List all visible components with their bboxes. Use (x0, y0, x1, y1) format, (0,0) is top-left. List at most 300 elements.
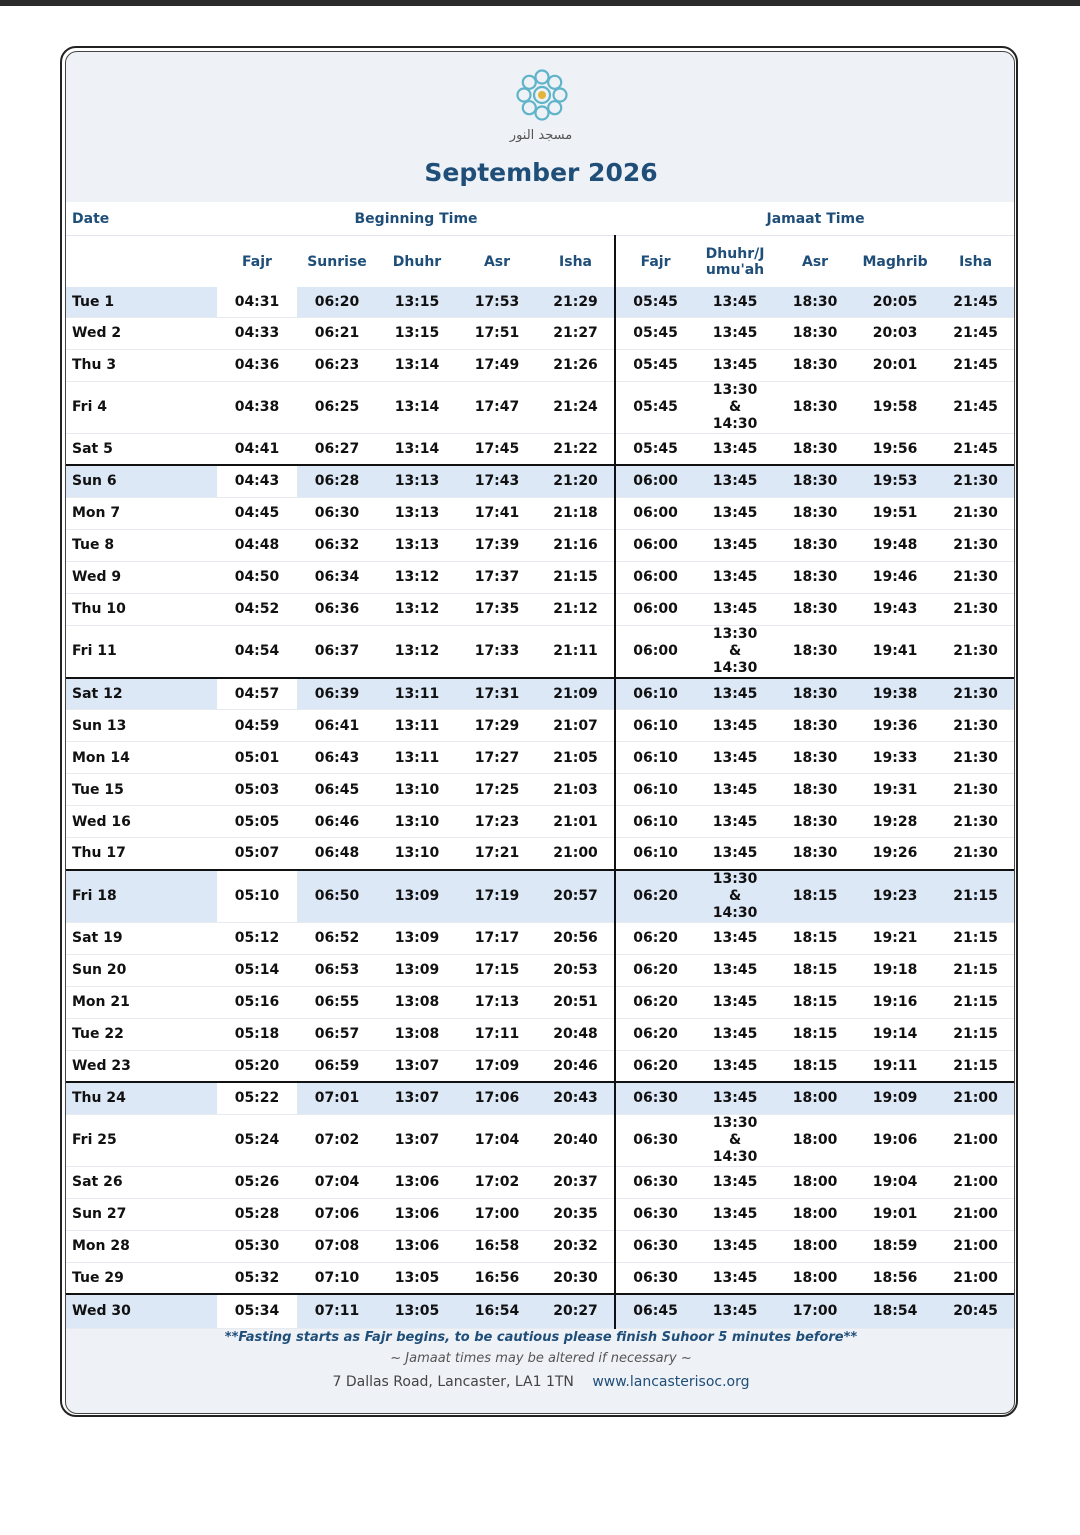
jamaat-time-cell: 21:00 (935, 1082, 1015, 1114)
jamaat-time-cell: 18:30 (775, 593, 855, 625)
jamaat-time-cell: 06:30 (615, 1230, 695, 1262)
jamaat-time-cell: 20:03 (855, 317, 935, 349)
jamaat-time-cell: 06:30 (615, 1082, 695, 1114)
date-cell: Tue 22 (66, 1018, 217, 1050)
beginning-time-cell: 06:37 (297, 625, 377, 678)
jamaat-time-cell: 18:56 (855, 1262, 935, 1294)
date-cell: Wed 9 (66, 561, 217, 593)
jamaat-time-cell: 06:00 (615, 561, 695, 593)
date-cell: Sun 6 (66, 465, 217, 497)
beginning-time-cell: 13:09 (377, 954, 457, 986)
table-row (66, 593, 1015, 625)
date-cell: Thu 24 (66, 1082, 217, 1114)
date-cell: Mon 21 (66, 986, 217, 1018)
table-row (66, 1166, 1015, 1198)
beginning-time-cell: 13:11 (377, 742, 457, 774)
jamaat-time-cell: 13:45 (695, 1018, 775, 1050)
col-header: Asr (775, 236, 855, 288)
jamaat-time-cell: 18:15 (775, 954, 855, 986)
jamaat-time-cell: 19:43 (855, 593, 935, 625)
jamaat-time-cell: 19:18 (855, 954, 935, 986)
jamaat-time-cell: 19:48 (855, 529, 935, 561)
table-row (66, 1198, 1015, 1230)
beginning-time-cell: 21:05 (537, 742, 615, 774)
address: 7 Dallas Road, Lancaster, LA1 1TN (332, 1374, 574, 1390)
table-row (66, 433, 1015, 465)
jamaat-time-cell: 18:30 (775, 317, 855, 349)
beginning-time-cell: 17:45 (457, 433, 537, 465)
date-cell: Tue 29 (66, 1262, 217, 1294)
jamaat-time-cell: 06:30 (615, 1166, 695, 1198)
jamaat-time-cell: 13:30 & 14:30 (695, 1114, 775, 1166)
jamaat-time-cell: 18:30 (775, 529, 855, 561)
jamaat-time-cell: 21:45 (935, 349, 1015, 381)
beginning-time-cell: 20:57 (537, 870, 615, 923)
beginning-time-cell: 13:12 (377, 593, 457, 625)
jamaat-time-cell: 21:30 (935, 710, 1015, 742)
beginning-time-cell: 13:14 (377, 349, 457, 381)
beginning-time-cell: 20:56 (537, 922, 615, 954)
jamaat-time-cell: 21:45 (935, 433, 1015, 465)
table-row (66, 1018, 1015, 1050)
jamaat-time-cell: 18:15 (775, 986, 855, 1018)
table-row (66, 710, 1015, 742)
jamaat-time-cell: 21:30 (935, 742, 1015, 774)
jamaat-time-cell: 06:20 (615, 1050, 695, 1082)
beginning-time-cell: 13:07 (377, 1114, 457, 1166)
jamaat-time-cell: 13:45 (695, 710, 775, 742)
date-cell: Sat 5 (66, 433, 217, 465)
beginning-time-cell: 05:30 (217, 1230, 297, 1262)
table-row (66, 742, 1015, 774)
jamaat-time-cell: 21:30 (935, 625, 1015, 678)
date-cell: Wed 16 (66, 806, 217, 838)
jamaat-time-cell: 06:10 (615, 710, 695, 742)
table-row (66, 465, 1015, 497)
beginning-time-cell: 05:03 (217, 774, 297, 806)
col-header: Maghrib (855, 236, 935, 288)
beginning-time-cell: 20:35 (537, 1198, 615, 1230)
jamaat-time-cell: 18:30 (775, 381, 855, 433)
jamaat-time-cell: 19:04 (855, 1166, 935, 1198)
contact-line (66, 1374, 1015, 1390)
beginning-time-cell: 06:28 (297, 465, 377, 497)
header (66, 52, 1015, 202)
beginning-time-cell: 20:51 (537, 986, 615, 1018)
beginning-time-cell: 13:08 (377, 986, 457, 1018)
beginning-time-cell: 06:21 (297, 317, 377, 349)
jamaat-time-cell: 18:30 (775, 742, 855, 774)
jamaat-time-cell: 13:45 (695, 529, 775, 561)
beginning-time-cell: 07:08 (297, 1230, 377, 1262)
beginning-time-cell: 05:22 (217, 1082, 297, 1114)
jamaat-time-cell: 05:45 (615, 287, 695, 317)
jamaat-time-cell: 21:30 (935, 561, 1015, 593)
jamaat-time-cell: 18:30 (775, 678, 855, 710)
jamaat-time-cell: 19:16 (855, 986, 935, 1018)
jamaat-time-cell: 06:45 (615, 1294, 695, 1328)
beginning-time-cell: 05:24 (217, 1114, 297, 1166)
jamaat-time-cell: 13:45 (695, 1262, 775, 1294)
beginning-time-cell: 04:36 (217, 349, 297, 381)
col-header: Sunrise (297, 236, 377, 288)
table-row (66, 529, 1015, 561)
date-cell: Fri 18 (66, 870, 217, 923)
beginning-time-cell: 06:43 (297, 742, 377, 774)
jamaat-time-cell: 19:21 (855, 922, 935, 954)
date-cell: Fri 11 (66, 625, 217, 678)
jamaat-time-cell: 06:10 (615, 742, 695, 774)
date-cell: Fri 25 (66, 1114, 217, 1166)
jamaat-time-cell: 18:59 (855, 1230, 935, 1262)
jamaat-time-cell: 18:30 (775, 774, 855, 806)
beginning-time-cell: 21:07 (537, 710, 615, 742)
table-row (66, 986, 1015, 1018)
mosque-logo-icon (511, 64, 573, 126)
beginning-time-cell: 13:13 (377, 497, 457, 529)
jamaat-time-cell: 21:30 (935, 774, 1015, 806)
beginning-time-cell: 17:51 (457, 317, 537, 349)
beginning-time-cell: 06:57 (297, 1018, 377, 1050)
beginning-time-cell: 21:12 (537, 593, 615, 625)
prayer-timetable (66, 202, 1015, 1329)
jamaat-time-cell: 06:10 (615, 838, 695, 870)
jamaat-time-cell: 18:30 (775, 465, 855, 497)
jamaat-time-cell: 06:30 (615, 1198, 695, 1230)
jamaat-time-cell: 19:26 (855, 838, 935, 870)
jamaat-time-cell: 19:51 (855, 497, 935, 529)
date-cell: Mon 7 (66, 497, 217, 529)
jamaat-time-cell: 06:30 (615, 1262, 695, 1294)
beginning-time-cell: 21:15 (537, 561, 615, 593)
beginning-time-cell: 05:20 (217, 1050, 297, 1082)
beginning-time-header: Beginning Time (217, 202, 615, 236)
beginning-time-cell: 06:48 (297, 838, 377, 870)
beginning-time-cell: 20:53 (537, 954, 615, 986)
beginning-time-cell: 05:14 (217, 954, 297, 986)
jamaat-time-cell: 05:45 (615, 317, 695, 349)
jamaat-time-cell: 19:41 (855, 625, 935, 678)
col-header: Isha (537, 236, 615, 288)
date-cell: Tue 15 (66, 774, 217, 806)
jamaat-time-cell: 21:30 (935, 529, 1015, 561)
beginning-time-cell: 13:08 (377, 1018, 457, 1050)
date-header: Date (66, 202, 217, 236)
jamaat-time-cell: 13:45 (695, 593, 775, 625)
table-row (66, 870, 1015, 923)
beginning-time-cell: 21:09 (537, 678, 615, 710)
date-col-header (66, 236, 217, 288)
page-title: September 2026 (424, 158, 658, 187)
beginning-time-cell: 17:15 (457, 954, 537, 986)
table-row (66, 381, 1015, 433)
beginning-time-cell: 21:22 (537, 433, 615, 465)
jamaat-time-cell: 13:45 (695, 678, 775, 710)
jamaat-time-cell: 18:30 (775, 433, 855, 465)
beginning-time-cell: 06:34 (297, 561, 377, 593)
jamaat-time-cell: 19:58 (855, 381, 935, 433)
beginning-time-cell: 20:32 (537, 1230, 615, 1262)
beginning-time-cell: 07:06 (297, 1198, 377, 1230)
beginning-time-cell: 17:13 (457, 986, 537, 1018)
col-header: Asr (457, 236, 537, 288)
table-row (66, 954, 1015, 986)
beginning-time-cell: 21:00 (537, 838, 615, 870)
jamaat-time-cell: 18:30 (775, 561, 855, 593)
jamaat-time-cell: 06:00 (615, 625, 695, 678)
beginning-time-cell: 16:54 (457, 1294, 537, 1328)
date-cell: Mon 14 (66, 742, 217, 774)
beginning-time-cell: 06:36 (297, 593, 377, 625)
beginning-time-cell: 20:30 (537, 1262, 615, 1294)
jamaat-time-cell: 06:00 (615, 529, 695, 561)
beginning-time-cell: 17:00 (457, 1198, 537, 1230)
jamaat-time-cell: 18:30 (775, 710, 855, 742)
jamaat-time-cell: 13:45 (695, 1294, 775, 1328)
table-row (66, 838, 1015, 870)
beginning-time-cell: 17:39 (457, 529, 537, 561)
jamaat-time-cell: 06:10 (615, 678, 695, 710)
fasting-note: **Fasting starts as Fajr begins, to be cautious please finish Suhoor 5 minutes before** (224, 1330, 858, 1345)
beginning-time-cell: 06:59 (297, 1050, 377, 1082)
jamaat-time-cell: 06:10 (615, 774, 695, 806)
beginning-time-cell: 13:05 (377, 1262, 457, 1294)
jamaat-time-cell: 06:00 (615, 465, 695, 497)
beginning-time-cell: 17:27 (457, 742, 537, 774)
beginning-time-cell: 07:11 (297, 1294, 377, 1328)
beginning-time-cell: 13:13 (377, 465, 457, 497)
table-row (66, 1294, 1015, 1328)
beginning-time-cell: 06:23 (297, 349, 377, 381)
beginning-time-cell: 17:04 (457, 1114, 537, 1166)
beginning-time-cell: 13:14 (377, 381, 457, 433)
jamaat-time-cell: 13:45 (695, 1198, 775, 1230)
jamaat-time-cell: 21:45 (935, 287, 1015, 317)
beginning-time-cell: 13:10 (377, 774, 457, 806)
beginning-time-cell: 16:56 (457, 1262, 537, 1294)
jamaat-time-cell: 21:30 (935, 806, 1015, 838)
beginning-time-cell: 04:57 (217, 678, 297, 710)
col-header: Isha (935, 236, 1015, 288)
beginning-time-cell: 13:06 (377, 1230, 457, 1262)
date-cell: Wed 2 (66, 317, 217, 349)
date-cell: Thu 17 (66, 838, 217, 870)
beginning-time-cell: 05:10 (217, 870, 297, 923)
beginning-time-cell: 17:11 (457, 1018, 537, 1050)
jamaat-time-cell: 18:00 (775, 1166, 855, 1198)
jamaat-time-cell: 13:45 (695, 986, 775, 1018)
beginning-time-cell: 17:29 (457, 710, 537, 742)
beginning-time-cell: 07:10 (297, 1262, 377, 1294)
jamaat-time-cell: 13:45 (695, 349, 775, 381)
table-row (66, 806, 1015, 838)
jamaat-time-cell: 18:30 (775, 287, 855, 317)
jamaat-time-cell: 18:30 (775, 625, 855, 678)
jamaat-time-cell: 21:00 (935, 1198, 1015, 1230)
table-row (66, 561, 1015, 593)
beginning-time-cell: 16:58 (457, 1230, 537, 1262)
jamaat-time-cell: 19:46 (855, 561, 935, 593)
jamaat-time-cell: 06:20 (615, 870, 695, 923)
jamaat-time-cell: 21:00 (935, 1114, 1015, 1166)
jamaat-time-cell: 13:30 & 14:30 (695, 870, 775, 923)
beginning-time-cell: 13:14 (377, 433, 457, 465)
beginning-time-cell: 06:50 (297, 870, 377, 923)
jamaat-time-cell: 13:45 (695, 433, 775, 465)
table-row (66, 1262, 1015, 1294)
beginning-time-cell: 20:37 (537, 1166, 615, 1198)
beginning-time-cell: 17:47 (457, 381, 537, 433)
table-row (66, 287, 1015, 317)
jamaat-time-cell: 19:28 (855, 806, 935, 838)
jamaat-time-cell: 06:00 (615, 593, 695, 625)
beginning-time-cell: 20:40 (537, 1114, 615, 1166)
beginning-time-cell: 21:20 (537, 465, 615, 497)
jamaat-time-cell: 21:00 (935, 1262, 1015, 1294)
jamaat-time-cell: 18:15 (775, 870, 855, 923)
beginning-time-cell: 06:45 (297, 774, 377, 806)
date-cell: Sat 26 (66, 1166, 217, 1198)
beginning-time-cell: 20:46 (537, 1050, 615, 1082)
timetable-card (65, 51, 1015, 1414)
beginning-time-cell: 04:59 (217, 710, 297, 742)
beginning-time-cell: 05:05 (217, 806, 297, 838)
beginning-time-cell: 05:28 (217, 1198, 297, 1230)
jamaat-time-cell: 18:00 (775, 1198, 855, 1230)
table-row (66, 922, 1015, 954)
beginning-time-cell: 13:07 (377, 1050, 457, 1082)
jamaat-time-cell: 06:20 (615, 954, 695, 986)
date-cell: Sun 13 (66, 710, 217, 742)
date-cell: Mon 28 (66, 1230, 217, 1262)
beginning-time-cell: 06:20 (297, 287, 377, 317)
jamaat-time-cell: 13:45 (695, 1050, 775, 1082)
date-cell: Sun 20 (66, 954, 217, 986)
beginning-time-cell: 04:54 (217, 625, 297, 678)
jamaat-time-cell: 06:30 (615, 1114, 695, 1166)
jamaat-time-cell: 05:45 (615, 433, 695, 465)
beginning-time-cell: 17:19 (457, 870, 537, 923)
table-row (66, 497, 1015, 529)
jamaat-time-cell: 05:45 (615, 381, 695, 433)
jamaat-time-cell: 18:30 (775, 806, 855, 838)
beginning-time-cell: 21:01 (537, 806, 615, 838)
jamaat-time-cell: 21:15 (935, 954, 1015, 986)
beginning-time-cell: 13:09 (377, 922, 457, 954)
beginning-time-cell: 13:15 (377, 317, 457, 349)
table-row (66, 678, 1015, 710)
timetable-body (66, 287, 1015, 1328)
jamaat-time-cell: 06:10 (615, 806, 695, 838)
beginning-time-cell: 05:12 (217, 922, 297, 954)
col-header: Dhuhr (377, 236, 457, 288)
beginning-time-cell: 04:52 (217, 593, 297, 625)
jamaat-time-cell: 21:00 (935, 1166, 1015, 1198)
jamaat-time-cell: 13:45 (695, 742, 775, 774)
website-link[interactable]: www.lancasterisoc.org (592, 1374, 750, 1390)
beginning-time-cell: 06:27 (297, 433, 377, 465)
jamaat-time-cell: 21:45 (935, 381, 1015, 433)
beginning-time-cell: 17:33 (457, 625, 537, 678)
beginning-time-cell: 04:31 (217, 287, 297, 317)
table-row (66, 349, 1015, 381)
jamaat-time-cell: 21:00 (935, 1230, 1015, 1262)
jamaat-time-cell: 13:45 (695, 954, 775, 986)
jamaat-time-cell: 06:20 (615, 986, 695, 1018)
beginning-time-cell: 13:05 (377, 1294, 457, 1328)
jamaat-time-header: Jamaat Time (615, 202, 1015, 236)
beginning-time-cell: 05:18 (217, 1018, 297, 1050)
beginning-time-cell: 17:17 (457, 922, 537, 954)
jamaat-time-cell: 21:30 (935, 497, 1015, 529)
jamaat-time-cell: 19:09 (855, 1082, 935, 1114)
date-cell: Fri 4 (66, 381, 217, 433)
jamaat-time-cell: 13:45 (695, 838, 775, 870)
table-row (66, 1114, 1015, 1166)
beginning-time-cell: 13:10 (377, 838, 457, 870)
jamaat-time-cell: 06:20 (615, 1018, 695, 1050)
table-row (66, 625, 1015, 678)
jamaat-time-cell: 19:33 (855, 742, 935, 774)
jamaat-time-cell: 13:45 (695, 922, 775, 954)
beginning-time-cell: 13:12 (377, 561, 457, 593)
beginning-time-cell: 05:01 (217, 742, 297, 774)
jamaat-time-cell: 06:00 (615, 497, 695, 529)
jamaat-time-cell: 13:30 & 14:30 (695, 381, 775, 433)
beginning-time-cell: 13:12 (377, 625, 457, 678)
jamaat-time-cell: 20:45 (935, 1294, 1015, 1328)
date-cell: Thu 3 (66, 349, 217, 381)
jamaat-time-cell: 18:00 (775, 1262, 855, 1294)
beginning-time-cell: 05:34 (217, 1294, 297, 1328)
jamaat-time-cell: 19:53 (855, 465, 935, 497)
column-header-row (66, 236, 1015, 288)
beginning-time-cell: 06:53 (297, 954, 377, 986)
group-header-row (66, 202, 1015, 236)
jamaat-time-cell: 21:30 (935, 838, 1015, 870)
beginning-time-cell: 17:37 (457, 561, 537, 593)
beginning-time-cell: 17:23 (457, 806, 537, 838)
table-row (66, 1082, 1015, 1114)
date-cell: Sun 27 (66, 1198, 217, 1230)
jamaat-time-cell: 21:45 (935, 317, 1015, 349)
beginning-time-cell: 17:43 (457, 465, 537, 497)
beginning-time-cell: 20:48 (537, 1018, 615, 1050)
beginning-time-cell: 20:43 (537, 1082, 615, 1114)
beginning-time-cell: 04:48 (217, 529, 297, 561)
beginning-time-cell: 17:35 (457, 593, 537, 625)
jamaat-time-cell: 18:15 (775, 1050, 855, 1082)
beginning-time-cell: 05:07 (217, 838, 297, 870)
jamaat-note: ~ Jamaat times may be altered if necessary ~ (390, 1351, 692, 1366)
beginning-time-cell: 21:29 (537, 287, 615, 317)
footer (66, 1324, 1015, 1390)
jamaat-time-cell: 19:01 (855, 1198, 935, 1230)
col-header: Fajr (615, 236, 695, 288)
beginning-time-cell: 05:32 (217, 1262, 297, 1294)
table-row (66, 1230, 1015, 1262)
beginning-time-cell: 21:16 (537, 529, 615, 561)
jamaat-time-cell: 21:15 (935, 1018, 1015, 1050)
arabic-mosque-name: مسجد النور (509, 128, 573, 143)
beginning-time-cell: 06:52 (297, 922, 377, 954)
jamaat-time-cell: 19:36 (855, 710, 935, 742)
jamaat-time-cell: 21:15 (935, 1050, 1015, 1082)
jamaat-time-cell: 18:30 (775, 349, 855, 381)
beginning-time-cell: 13:13 (377, 529, 457, 561)
beginning-time-cell: 21:24 (537, 381, 615, 433)
jamaat-time-cell: 19:23 (855, 870, 935, 923)
